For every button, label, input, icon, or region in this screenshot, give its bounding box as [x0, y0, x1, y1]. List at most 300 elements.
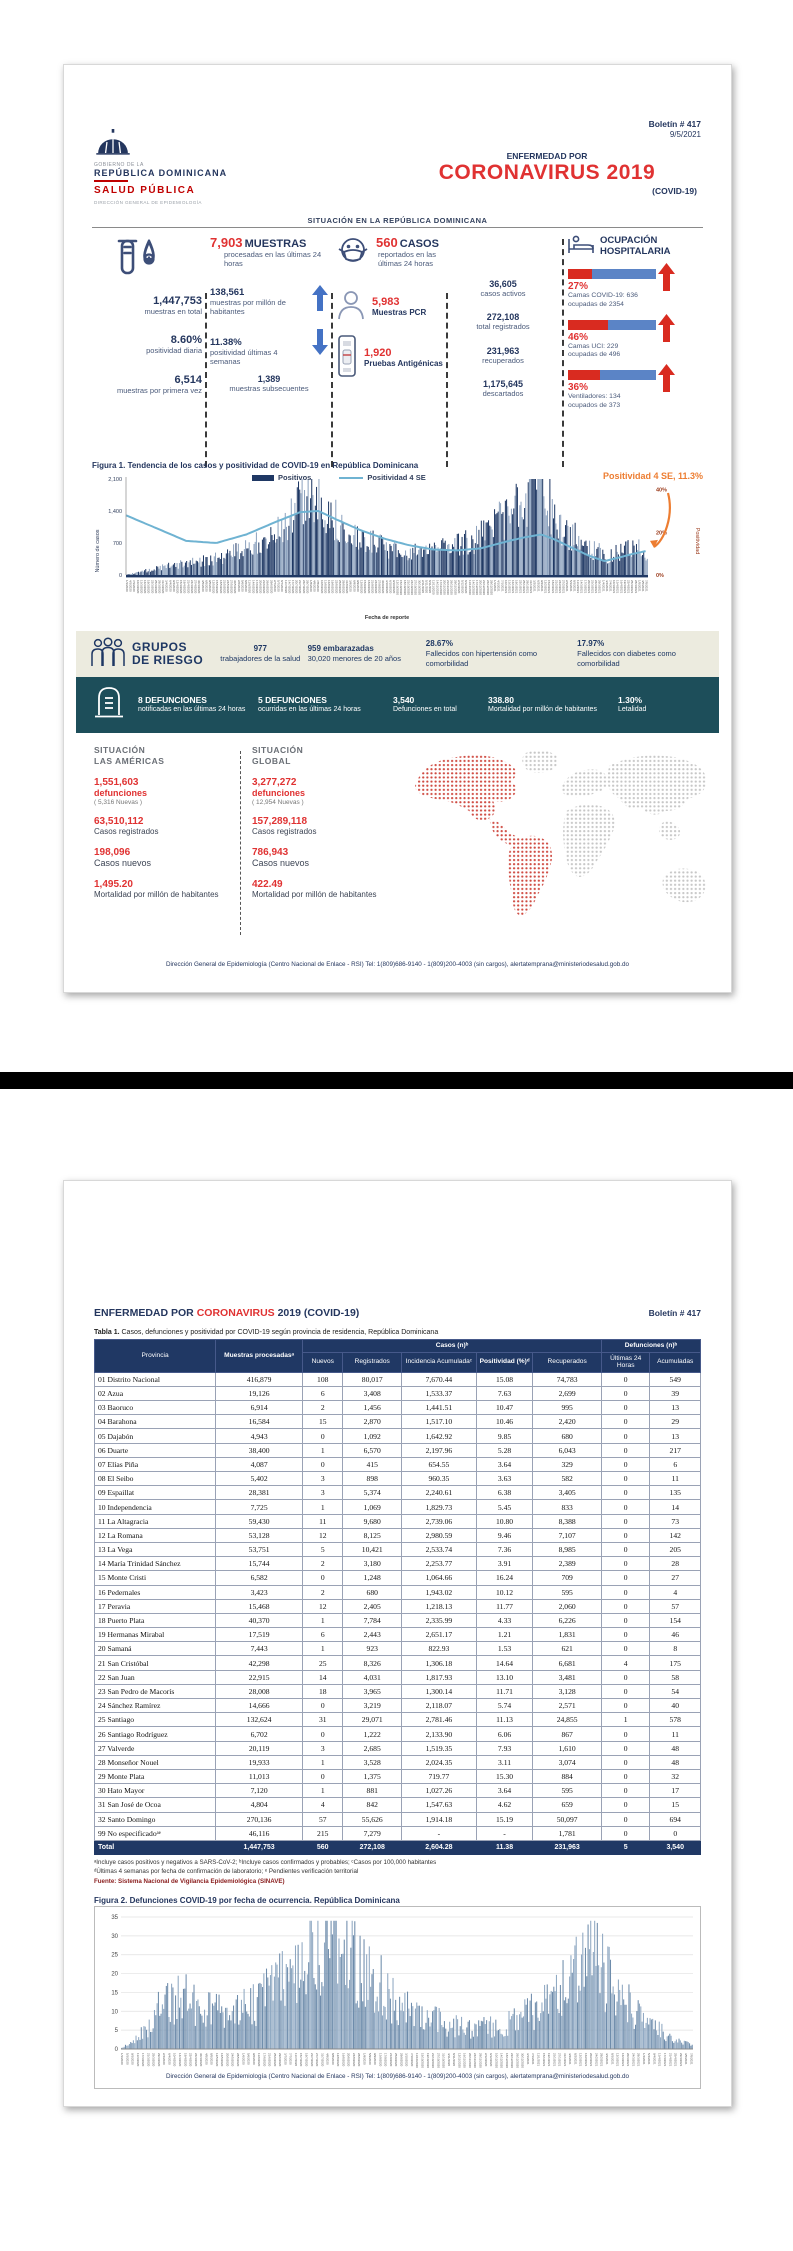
svg-text:20/11/2020: 20/11/2020 — [442, 580, 447, 595]
svg-text:700: 700 — [112, 541, 122, 547]
map-central-america — [490, 819, 521, 846]
svg-text:9/5/2020: 9/5/2020 — [208, 580, 212, 592]
cell: 19 Hermanas Mirabal — [95, 1628, 216, 1642]
cell: 06 Duarte — [95, 1443, 216, 1457]
global-registered-label: Casos registrados — [252, 827, 317, 837]
svg-text:27/10/2020: 27/10/2020 — [413, 580, 418, 596]
person-icon — [336, 289, 366, 323]
svg-text:29/11/2020: 29/11/2020 — [453, 580, 458, 595]
cell: 02 Azua — [95, 1386, 216, 1400]
cell: 108 — [303, 1372, 343, 1386]
cell: 2,980.59 — [402, 1528, 477, 1542]
svg-text:3/5/2021: 3/5/2021 — [684, 2053, 689, 2065]
svg-text:11/12/2020: 11/12/2020 — [467, 580, 472, 595]
svg-text:23/1/2021: 23/1/2021 — [552, 2053, 557, 2067]
table-row — [95, 1472, 701, 1486]
svg-text:13/1/2021: 13/1/2021 — [507, 580, 512, 594]
col-muestras: Muestras procesadasᵃ — [216, 1340, 303, 1373]
svg-text:21/4/2020: 21/4/2020 — [186, 580, 191, 594]
svg-text:19/10/2020: 19/10/2020 — [425, 2053, 430, 2069]
figura-1 — [92, 461, 703, 628]
risk-label: trabajadores de la salud — [220, 654, 301, 664]
svg-text:26/3/2021: 26/3/2021 — [594, 580, 599, 594]
per-million-value: 138,561 — [210, 286, 245, 298]
cell: 1 — [601, 1713, 649, 1727]
svg-text:5/6/2020: 5/6/2020 — [246, 2053, 251, 2065]
svg-text:10/12/2020: 10/12/2020 — [494, 2053, 499, 2069]
table-row — [95, 1628, 701, 1642]
cell: 15 — [303, 1415, 343, 1429]
svg-text:20/6/2020: 20/6/2020 — [258, 580, 263, 594]
svg-text:26/4/2020: 26/4/2020 — [193, 2053, 198, 2067]
cell: 12 — [303, 1528, 343, 1542]
death-label: notificadas en las últimas 24 horas — [138, 706, 246, 714]
cell: 5,374 — [343, 1486, 402, 1500]
americas-title-1: SITUACIÓN — [94, 745, 146, 755]
cell: 30 Hato Mayor — [95, 1784, 216, 1798]
cell: 1,519.35 — [402, 1741, 477, 1755]
cell: 0 — [601, 1670, 649, 1684]
svg-text:28/8/2020: 28/8/2020 — [341, 580, 346, 594]
registered-cases-label: total registrados — [476, 322, 530, 332]
cell: 0 — [601, 1642, 649, 1656]
ministry-logo — [94, 129, 284, 205]
svg-text:27/7/2020: 27/7/2020 — [315, 2053, 320, 2067]
cell: 29 Monte Plata — [95, 1769, 216, 1783]
risk-item-hypertension — [426, 639, 577, 669]
svg-text:24/9/2020: 24/9/2020 — [374, 580, 378, 594]
hospital-item-ventilators — [568, 370, 703, 411]
svg-text:1/1/2021: 1/1/2021 — [493, 580, 497, 592]
cell: 3,965 — [343, 1684, 402, 1698]
cases-24h-value: 560 — [376, 235, 398, 250]
svg-text:4/5/2020: 4/5/2020 — [204, 2053, 209, 2065]
cell: 3.91 — [476, 1557, 533, 1571]
cell: 7,784 — [343, 1613, 402, 1627]
cell: 13.10 — [476, 1670, 533, 1684]
svg-text:20/2/2021: 20/2/2021 — [589, 2053, 594, 2067]
svg-text:1/6/2020: 1/6/2020 — [241, 2053, 246, 2065]
svg-text:15/5/2020: 15/5/2020 — [215, 580, 220, 594]
figura2-chart — [97, 1911, 698, 2083]
svg-text:20/3/2021: 20/3/2021 — [586, 580, 591, 594]
cell: 10.80 — [476, 1514, 533, 1528]
map-north-america — [415, 755, 517, 820]
cell: 2,699 — [533, 1386, 602, 1400]
table-row — [95, 1401, 701, 1415]
svg-text:15/10/2020: 15/10/2020 — [420, 2053, 425, 2069]
cell: 2,420 — [533, 1415, 602, 1429]
svg-text:27/5/2020: 27/5/2020 — [229, 580, 234, 594]
svg-text:19/8/2020: 19/8/2020 — [330, 580, 335, 594]
cell: 6 — [303, 1386, 343, 1400]
cell: 4 — [303, 1798, 343, 1812]
cell: 3 — [303, 1472, 343, 1486]
death-value: 5 DEFUNCIONES — [258, 695, 327, 706]
table-row — [95, 1613, 701, 1627]
cell: 46 — [650, 1628, 701, 1642]
cell: 26 Santiago Rodríguez — [95, 1727, 216, 1741]
svg-text:8/12/2020: 8/12/2020 — [464, 580, 469, 594]
risk-groups-band — [76, 631, 719, 677]
svg-text:17/4/2021: 17/4/2021 — [663, 2053, 667, 2067]
svg-text:21/10/2020: 21/10/2020 — [406, 580, 411, 596]
svg-text:19/1/2021: 19/1/2021 — [547, 2053, 551, 2067]
table-row — [95, 1656, 701, 1670]
cell: 0 — [601, 1457, 649, 1471]
cell: 1,547.63 — [402, 1798, 477, 1812]
cell: 654.55 — [402, 1457, 477, 1471]
cell: 8 — [650, 1642, 701, 1656]
table-row — [95, 1542, 701, 1556]
cell: 2,024.35 — [402, 1755, 477, 1769]
cell: Total — [95, 1840, 216, 1854]
svg-text:14/3/2021: 14/3/2021 — [579, 580, 584, 594]
svg-text:10/4/2021: 10/4/2021 — [612, 580, 617, 594]
global-new-label: Casos nuevos — [252, 858, 310, 869]
svg-text:29/12/2020: 29/12/2020 — [489, 580, 494, 596]
document-title — [397, 151, 697, 196]
figura1-chart — [92, 471, 703, 623]
svg-text:15/9/2020: 15/9/2020 — [363, 580, 368, 594]
cases-24h-label: CASOS — [399, 238, 439, 250]
cell: 270,136 — [216, 1812, 303, 1826]
page2-title-part2: CORONAVIRUS — [196, 1307, 275, 1319]
svg-text:15/1/2021: 15/1/2021 — [541, 2053, 546, 2067]
cell: 53,751 — [216, 1542, 303, 1556]
table-row — [95, 1386, 701, 1400]
cell: 135 — [650, 1486, 701, 1500]
cell: 0 — [601, 1557, 649, 1571]
cell: 842 — [343, 1798, 402, 1812]
cell: 54 — [650, 1684, 701, 1698]
cell: 694 — [650, 1812, 701, 1826]
cell: 05 Dajabón — [95, 1429, 216, 1443]
svg-text:24/2/2021: 24/2/2021 — [558, 580, 562, 594]
svg-text:4/4/2021: 4/4/2021 — [604, 580, 609, 592]
cell: 25 Santiago — [95, 1713, 216, 1727]
cell: 19,126 — [216, 1386, 303, 1400]
svg-text:8/2/2021: 8/2/2021 — [573, 2053, 578, 2065]
cell: 11 — [650, 1472, 701, 1486]
cell: 582 — [533, 1472, 602, 1486]
cell: 884 — [533, 1769, 602, 1783]
svg-text:8/7/2020: 8/7/2020 — [280, 580, 285, 592]
cell: 0 — [601, 1443, 649, 1457]
cell: 416,879 — [216, 1372, 303, 1386]
cell: 2 — [303, 1401, 343, 1415]
svg-text:20/11/2020: 20/11/2020 — [467, 2053, 472, 2068]
svg-text:10/1/2021: 10/1/2021 — [503, 580, 508, 594]
cell: 16 Pedernales — [95, 1585, 216, 1599]
daily-positivity-label: positividad diaria — [146, 346, 202, 356]
cell: 549 — [650, 1372, 701, 1386]
cell: 822.93 — [402, 1642, 477, 1656]
americas-deaths-label: defunciones — [94, 788, 148, 799]
svg-text:20: 20 — [111, 1971, 118, 1978]
svg-text:18/2/2021: 18/2/2021 — [550, 580, 555, 594]
global-situation-section — [94, 745, 715, 941]
cell: 08 El Seibo — [95, 1472, 216, 1486]
table-source: Fuente: Sistema Nacional de Vigilancia Epidemiológica (SINAVE) — [94, 1877, 285, 1885]
cell: 6.38 — [476, 1486, 533, 1500]
svg-text:9/10/2020: 9/10/2020 — [392, 580, 396, 594]
death-label: Mortalidad por millón de habitantes — [488, 706, 597, 714]
cell: 960.35 — [402, 1472, 477, 1486]
svg-text:Positividad: Positividad — [694, 527, 700, 555]
cell: 0 — [601, 1699, 649, 1713]
colgroup-defunciones: Defunciones (n)ᵇ — [601, 1340, 700, 1353]
svg-text:11/11/2020: 11/11/2020 — [431, 580, 436, 595]
svg-text:6/9/2020: 6/9/2020 — [352, 580, 357, 592]
svg-text:7/10/2020: 7/10/2020 — [410, 2053, 414, 2067]
cell: 8,985 — [533, 1542, 602, 1556]
cell: 57 — [650, 1599, 701, 1613]
cell: 0 — [601, 1514, 649, 1528]
figura-1-title: Figura 1. Tendencia de los casos y positividad de COVID-19 en República Dominicana — [92, 461, 419, 470]
cell: 28 Monseñor Nouel — [95, 1755, 216, 1769]
risk-title-1: GRUPOS — [132, 640, 188, 655]
svg-text:23/6/2020: 23/6/2020 — [262, 580, 267, 594]
death-value: 338.80 — [488, 695, 514, 706]
divider — [205, 293, 207, 467]
svg-text:20/8/2020: 20/8/2020 — [346, 2053, 351, 2067]
recovered-cases-value: 231,963 — [486, 345, 520, 356]
svg-text:12/11/2020: 12/11/2020 — [457, 2053, 462, 2068]
svg-text:7/5/2021: 7/5/2021 — [644, 580, 649, 592]
svg-text:20/7/2020: 20/7/2020 — [294, 580, 299, 594]
cell: 03 Baoruco — [95, 1401, 216, 1415]
death-label: ocurridas en las últimas 24 horas — [258, 706, 361, 714]
svg-text:23/12/2020: 23/12/2020 — [482, 580, 487, 596]
cell: - — [402, 1826, 477, 1840]
cell: 1,441.51 — [402, 1401, 477, 1415]
table-row — [95, 1699, 701, 1713]
svg-text:22/4/2021: 22/4/2021 — [626, 580, 631, 594]
svg-text:22/8/2020: 22/8/2020 — [334, 580, 339, 594]
table-row — [95, 1500, 701, 1514]
table-row — [95, 1713, 701, 1727]
cell: 57 — [303, 1812, 343, 1826]
risk-value: 959 embarazadas — [307, 643, 374, 653]
cell: 231,963 — [533, 1840, 602, 1854]
svg-text:14/12/2020: 14/12/2020 — [471, 580, 476, 596]
svg-text:17/6/2020: 17/6/2020 — [262, 2053, 267, 2067]
cell: 215 — [303, 1826, 343, 1840]
svg-text:3/2/2021: 3/2/2021 — [532, 580, 537, 592]
up-arrow-icon — [312, 285, 328, 313]
table-row — [95, 1514, 701, 1528]
svg-text:30/5/2020: 30/5/2020 — [233, 580, 238, 594]
samples-column — [92, 235, 202, 395]
cell: 0 — [601, 1684, 649, 1698]
logo-government-text: GOBIERNO DE LA — [94, 162, 144, 168]
svg-text:28/1/2021: 28/1/2021 — [525, 580, 530, 594]
cell: 7,279 — [343, 1826, 402, 1840]
table-row — [95, 1443, 701, 1457]
antigen-test-icon — [336, 335, 358, 379]
cell: 17 — [650, 1784, 701, 1798]
svg-text:25/1/2021: 25/1/2021 — [521, 580, 526, 594]
cell: 3,128 — [533, 1684, 602, 1698]
beds-occupancy-sub: ocupadas de 2354 — [568, 300, 624, 308]
svg-text:31/1/2021: 31/1/2021 — [529, 580, 534, 594]
svg-text:29/7/2020: 29/7/2020 — [305, 580, 310, 594]
logo-ministry-text: SALUD PÚBLICA — [94, 185, 196, 196]
table-row — [95, 1415, 701, 1429]
cell: 2,197.96 — [402, 1443, 477, 1457]
svg-text:21/3/2020: 21/3/2020 — [146, 2053, 151, 2067]
svg-text:26/11/2020: 26/11/2020 — [449, 580, 454, 595]
cell: 0 — [601, 1798, 649, 1812]
cell: 28,008 — [216, 1684, 303, 1698]
cell: 1,218.13 — [402, 1599, 477, 1613]
cell: 6,702 — [216, 1727, 303, 1741]
cell: 0 — [303, 1699, 343, 1713]
dome-icon — [94, 142, 132, 159]
svg-text:20/3/2021: 20/3/2021 — [626, 2053, 631, 2067]
death-value: 3,540 — [393, 695, 415, 706]
svg-text:24/8/2020: 24/8/2020 — [352, 2053, 356, 2067]
svg-text:15: 15 — [111, 1990, 118, 1997]
cell: 1 — [303, 1642, 343, 1656]
svg-text:30: 30 — [111, 1933, 118, 1940]
samples-detail-column — [210, 235, 328, 394]
cell: 9.46 — [476, 1528, 533, 1542]
increase-arrow-icon — [658, 263, 675, 293]
page2-bulletin-number: Boletín # 417 — [648, 1308, 701, 1318]
cell: 7,670.44 — [402, 1372, 477, 1386]
cell: 15 Monte Cristi — [95, 1571, 216, 1585]
cell: 7,107 — [533, 1528, 602, 1542]
cell: 13 — [650, 1429, 701, 1443]
cell: 3,423 — [216, 1585, 303, 1599]
cell: 1,064.66 — [402, 1571, 477, 1585]
svg-text:24/11/2020: 24/11/2020 — [473, 2053, 478, 2068]
svg-text:12/2/2021: 12/2/2021 — [578, 2053, 583, 2067]
svg-text:7/3/2020: 7/3/2020 — [132, 580, 137, 592]
page-2 — [63, 1180, 732, 2107]
province-table — [94, 1339, 701, 1855]
section-title: SITUACIÓN EN LA REPÚBLICA DOMINICANA — [92, 216, 703, 228]
cell: 1,533.37 — [402, 1386, 477, 1400]
svg-text:3/7/2020: 3/7/2020 — [283, 2053, 288, 2065]
samples-24h-sub: procesadas en las últimas 24 horas — [224, 250, 322, 269]
legend-label-positivos: Positivos — [278, 473, 312, 482]
svg-text:5/11/2020: 5/11/2020 — [424, 580, 429, 594]
cases-24h-sub: reportados en las últimas 24 horas — [378, 250, 436, 269]
svg-text:11/7/2020: 11/7/2020 — [294, 2053, 298, 2067]
svg-text:24/4/2020: 24/4/2020 — [189, 580, 194, 594]
svg-text:27/10/2020: 27/10/2020 — [436, 2053, 441, 2069]
svg-text:25/3/2020: 25/3/2020 — [151, 2053, 156, 2067]
svg-text:1/4/2021: 1/4/2021 — [641, 2053, 646, 2065]
svg-text:17/6/2020: 17/6/2020 — [254, 580, 259, 594]
cell: 10.47 — [476, 1401, 533, 1415]
svg-text:2,100: 2,100 — [108, 477, 122, 483]
cell: 20 Samaná — [95, 1642, 216, 1656]
cell: 22,915 — [216, 1670, 303, 1684]
svg-text:3/1/2021: 3/1/2021 — [525, 2053, 530, 2065]
cell: 3 — [303, 1741, 343, 1755]
page2-title-part3: 2019 (COVID-19) — [274, 1307, 360, 1319]
cell: 1,831 — [533, 1628, 602, 1642]
first-time-samples-label: muestras por primera vez — [116, 385, 202, 395]
americas-new-value: 198,096 — [94, 847, 131, 859]
cell: 28,381 — [216, 1486, 303, 1500]
svg-text:9/4/2020: 9/4/2020 — [171, 580, 176, 592]
risk-value: 28.67% — [425, 639, 453, 649]
cell: 3,405 — [533, 1486, 602, 1500]
cell: 2,335.99 — [402, 1613, 477, 1627]
cell: 24,855 — [533, 1713, 602, 1727]
table-row — [95, 1599, 701, 1613]
occupancy-bar — [568, 269, 656, 279]
cell: 7,725 — [216, 1500, 303, 1514]
svg-text:6/4/2020: 6/4/2020 — [167, 2053, 172, 2065]
cell: 39 — [650, 1386, 701, 1400]
cell: 2,443 — [343, 1628, 402, 1642]
increase-arrow-icon — [658, 364, 675, 394]
footnote-line: ᵃIncluye casos positivos y negativos a SARS-CoV-2; ᵇIncluye casos confirmados y probables; ᶜCasos por 100,000 habitantes — [94, 1859, 437, 1867]
global-title-1: SITUACIÓN — [252, 745, 304, 755]
cell: 11.38 — [476, 1840, 533, 1854]
registered-cases-value: 272,108 — [486, 312, 520, 323]
cell: 4 — [650, 1585, 701, 1599]
cell: 329 — [533, 1457, 602, 1471]
svg-text:30/9/2020: 30/9/2020 — [381, 580, 386, 594]
svg-text:8/3/2021: 8/3/2021 — [572, 580, 577, 592]
table-caption-bold: Tabla 1. — [94, 1329, 120, 1336]
deaths-occurred-24h — [258, 695, 393, 714]
cell: 0 — [303, 1429, 343, 1443]
logo-country-text: REPÚBLICA DOMINICANA — [94, 168, 228, 178]
cell: 680 — [533, 1429, 602, 1443]
discarded-cases-label: descartados — [482, 389, 524, 399]
svg-text:5/9/2020: 5/9/2020 — [367, 2053, 372, 2065]
cell: 5,402 — [216, 1472, 303, 1486]
cell: 24 Sánchez Ramírez — [95, 1699, 216, 1713]
svg-text:2/12/2020: 2/12/2020 — [457, 580, 461, 594]
cell: 1,943.02 — [402, 1585, 477, 1599]
cell: 6.06 — [476, 1727, 533, 1741]
table-row — [95, 1585, 701, 1599]
risk-item-pregnant-minors — [308, 644, 426, 664]
cell: 2,060 — [533, 1599, 602, 1613]
risk-title-2: DE RIESGO — [132, 653, 204, 667]
svg-text:24/3/2021: 24/3/2021 — [631, 2053, 636, 2067]
cell: 20,119 — [216, 1741, 303, 1755]
world-dot-map — [405, 747, 715, 944]
svg-text:30/4/2020: 30/4/2020 — [197, 580, 202, 594]
table-row — [95, 1755, 701, 1769]
svg-text:8/11/2020: 8/11/2020 — [452, 2053, 457, 2067]
risk-label: Fallecidos con hipertensión como comorbilidad — [425, 649, 538, 669]
cell: 73 — [650, 1514, 701, 1528]
col-recuperados: Recuperados — [533, 1352, 602, 1372]
cell: 2,240.61 — [402, 1486, 477, 1500]
cell: 29 — [650, 1415, 701, 1429]
table-row — [95, 1798, 701, 1812]
svg-text:Fecha de reporte: Fecha de reporte — [364, 615, 410, 621]
svg-text:28/2/2021: 28/2/2021 — [599, 2053, 604, 2067]
svg-text:21/4/2021: 21/4/2021 — [668, 2053, 673, 2067]
svg-text:5/7/2020: 5/7/2020 — [276, 580, 281, 592]
svg-text:4/5/2021: 4/5/2021 — [641, 580, 645, 592]
svg-text:4/1/2021: 4/1/2021 — [496, 580, 501, 592]
svg-text:16/8/2020: 16/8/2020 — [327, 580, 332, 594]
cell: 38,400 — [216, 1443, 303, 1457]
